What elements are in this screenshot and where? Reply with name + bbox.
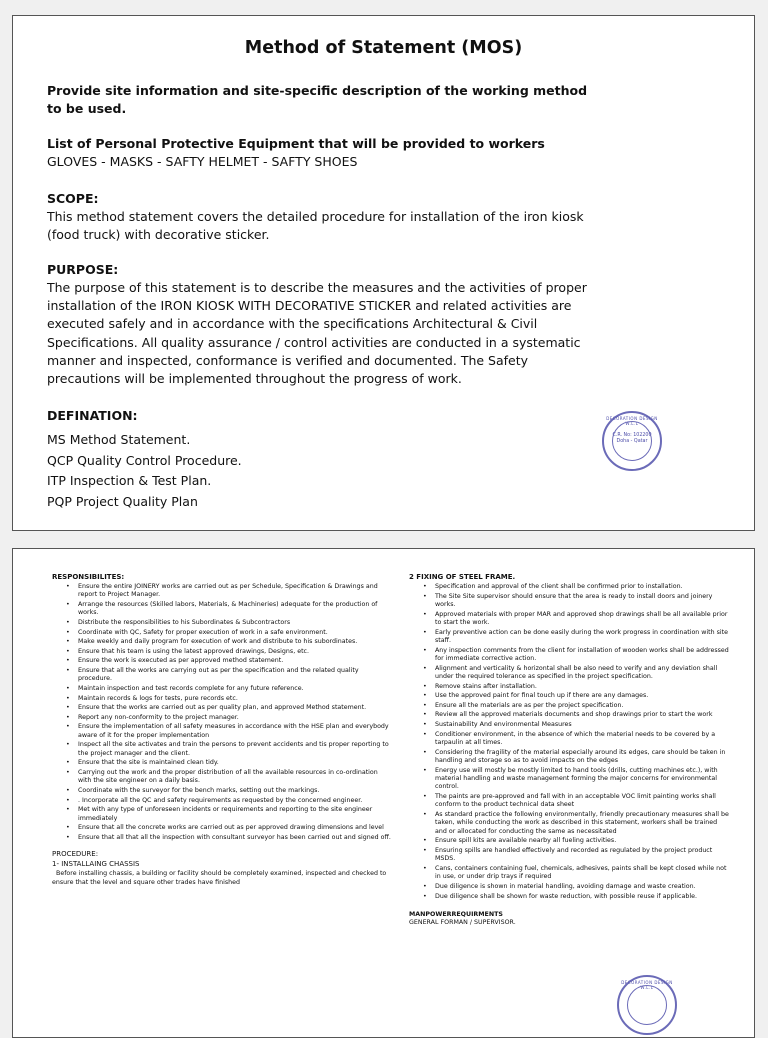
- list-item: • Review all the approved materials documents and shop drawings prior to start the work: [435, 711, 729, 719]
- right-column: [409, 573, 729, 928]
- manpower-line: GENERAL FORMAN / SUPERVISOR.: [409, 919, 516, 927]
- list-item: • Ensure the implementation of all safety measures in accordance with the HSE plan and everybody aware of it for the proper implementation: [78, 723, 392, 740]
- list-item: • Ensure that the site is maintained clean tidy.: [78, 759, 392, 767]
- list-item: • The paints are pre-approved and fall with in an acceptable VOC limit painting works shall conform to the product technical data sheet: [435, 793, 729, 810]
- document-page-2: [12, 548, 755, 1038]
- purpose-text: The purpose of this statement is to describe the measures and the activities of proper installation of the IRON KIOSK WITH DECORATIVE STICKER and related activities are executed safely and in accordance with the specifications Architectural & Civil Specifications. All quality assurance / control activities are conducted in a systematic manner and inspected, conformance is verified and documented. The Safety precautions will be implemented throughout the progress of work.: [47, 280, 587, 387]
- list-item: • Coordinate with the surveyor for the bench marks, setting out the markings.: [78, 787, 392, 795]
- definitions-list: [47, 430, 242, 512]
- list-item: • Use the approved paint for final touch up if there are any damages.: [435, 692, 729, 700]
- list-item: • Ensure all the materials are as per the project specification.: [435, 702, 729, 710]
- intro-text: Provide site information and site-specific description of the working method to be used.: [47, 83, 588, 116]
- stamp-center-text: [604, 433, 660, 445]
- stamp-ring-text: DECORATION DESIGN W.L.L: [621, 980, 673, 990]
- list-item: • Ensure that the works are carried out as per quality plan, and approved Method statement.: [78, 704, 392, 712]
- stamp-cr-number: C.R. No: 102200: [612, 433, 652, 438]
- list-item: • Alignment and verticality & horizontal shall be also need to verify and any deviation shall under the required tolerance as specified in the project specification.: [435, 665, 729, 682]
- list-item: • Early preventive action can be done easily during the work progress in coordination with site staff.: [435, 629, 729, 646]
- list-item: • Met with any type of unforeseen incidents or requirements and reporting to the site engineer immediately: [78, 806, 392, 823]
- list-item: • The Site Site supervisor should ensure that the area is ready to install doors and joinery works.: [435, 593, 729, 610]
- scope-heading: SCOPE:: [47, 191, 99, 206]
- definition-item: PQP Project Quality Plan: [47, 493, 198, 509]
- list-item: • Ensure the entire JOINERY works are carried out as per Schedule, Specification & Drawings and report to Project Manager.: [78, 583, 392, 600]
- stamp-city: Doha - Qatar: [616, 439, 648, 444]
- page-title: Method of Statement (MOS): [244, 38, 523, 58]
- list-item: • Specification and approval of the client shall be confirmed prior to installation.: [435, 583, 729, 591]
- procedure-subheading: 1- INSTALLAING CHASSIS: [52, 860, 140, 869]
- responsibilities-list: [52, 583, 392, 842]
- list-item: • Any inspection comments from the client for installation of wooden works shall be addressed for immediate corrective action.: [435, 647, 729, 664]
- stamp-ring-text: DECORATION DESIGN W.L.L: [606, 416, 658, 426]
- list-item: • Maintain inspection and test records complete for any future reference.: [78, 685, 392, 693]
- list-item: • Ensure that all that all the inspection with consultant surveyor has been carried out and signed off.: [78, 834, 392, 842]
- list-item: • Sustainability And environmental Measures: [435, 721, 729, 729]
- list-item: • Ensure the work is executed as per approved method statement.: [78, 657, 392, 665]
- list-item: • Due diligence is shown in material handling, avoiding damage and waste creation.: [435, 883, 729, 891]
- list-item: • Remove stains after installation.: [435, 683, 729, 691]
- left-column: [52, 573, 392, 887]
- manpower-heading: MANPOWERREQUIRMENTS: [409, 910, 503, 918]
- list-item: • Due diligence shall be shown for waste reduction, with possible reuse if applicable.: [435, 893, 729, 901]
- document-page-1: [12, 15, 755, 531]
- list-item: • Distribute the responsibilities to his Subordinates & Subcontractors: [78, 619, 392, 627]
- definition-item: ITP Inspection & Test Plan.: [47, 473, 212, 489]
- list-item: • Carrying out the work and the proper distribution of all the available resources in co-ordination with the site engineer on a daily basis.: [78, 769, 392, 786]
- list-item: • Coordinate with QC, Safety for proper execution of work in a safe environment.: [78, 629, 392, 637]
- list-item: • Make weekly and daily program for execution of work and distribute to his subordinates.: [78, 638, 392, 646]
- list-item: • Energy use will mostly be mostly limited to hand tools (drills, cutting machines etc.), with material handling and waste management forming the major concerns for environmental control.: [435, 767, 729, 792]
- ppe-title: List of Personal Protective Equipment that will be provided to workers: [47, 136, 545, 151]
- fixing-list: [409, 583, 729, 901]
- list-item: • Report any non-conformity to the project manager.: [78, 714, 392, 722]
- company-stamp: [602, 411, 662, 471]
- list-item: • Ensuring spills are handled effectively and recorded as regulated by the project product MSDS.: [435, 847, 729, 864]
- list-item: • Conditioner environment, in the absence of which the material needs to be covered by a tarpaulin at all times.: [435, 731, 729, 748]
- procedure-section: [52, 850, 392, 887]
- manpower-section: [409, 911, 729, 928]
- responsibilities-heading: RESPONSIBILITES:: [52, 573, 125, 581]
- list-item: • Approved materials with proper MAR and approved shop drawings shall be all available prior to start the work.: [435, 611, 729, 628]
- list-item: • Considering the fragility of the material especially around its edges, care should be taken in handling and storage so as to avoid impacts on the edges: [435, 749, 729, 766]
- list-item: • Cans, containers containing fuel, chemicals, adhesives, paints shall be kept closed while not in use, or under drip trays if required: [435, 865, 729, 882]
- list-item: • As standard practice the following environmentally, friendly precautionary measures shall be taken, while conducting the work as described in this statement, workers shall be trained and or allocated for conducting the same as necessitated: [435, 811, 729, 836]
- definition-item: QCP Quality Control Procedure.: [47, 452, 242, 468]
- company-stamp-2: [617, 975, 677, 1035]
- definition-heading: DEFINATION:: [47, 408, 138, 423]
- procedure-heading: PROCEDURE:: [52, 850, 99, 859]
- list-item: • . Incorporate all the QC and safety requirements as requested by the concerned engineer.: [78, 797, 392, 805]
- list-item: • Ensure spill kits are available nearby all fueling activities.: [435, 837, 729, 845]
- list-item: • Arrange the resources (Skilled labors, Materials, & Machineries) adequate for the production of works.: [78, 601, 392, 618]
- scope-text: This method statement covers the detailed procedure for installation of the iron kiosk (food truck) with decorative sticker.: [47, 209, 584, 243]
- definition-item: MS Method Statement.: [47, 432, 191, 447]
- purpose-heading: PURPOSE:: [47, 262, 119, 277]
- fixing-heading: 2 FIXING OF STEEL FRAME.: [409, 573, 516, 581]
- list-item: • Maintain records & logs for tests, pure records etc.: [78, 695, 392, 703]
- list-item: • Ensure that his team is using the latest approved drawings, Designs, etc.: [78, 648, 392, 656]
- ppe-list: GLOVES - MASKS - SAFTY HELMET - SAFTY SHOES: [47, 154, 358, 169]
- procedure-text: Before installing chassis, a building or facility should be completely examined, inspected and checked to ensure that the level and square other trades have finished: [52, 870, 387, 886]
- list-item: • Ensure that all the concrete works are carried out as per approved drawing dimensions and level: [78, 824, 392, 832]
- list-item: • Ensure that all the works are carrying out as per the specification and the related quality procedure.: [78, 667, 392, 684]
- list-item: • Inspect all the site activates and train the persons to prevent accidents and tis proper reporting to the project manager and the client.: [78, 741, 392, 758]
